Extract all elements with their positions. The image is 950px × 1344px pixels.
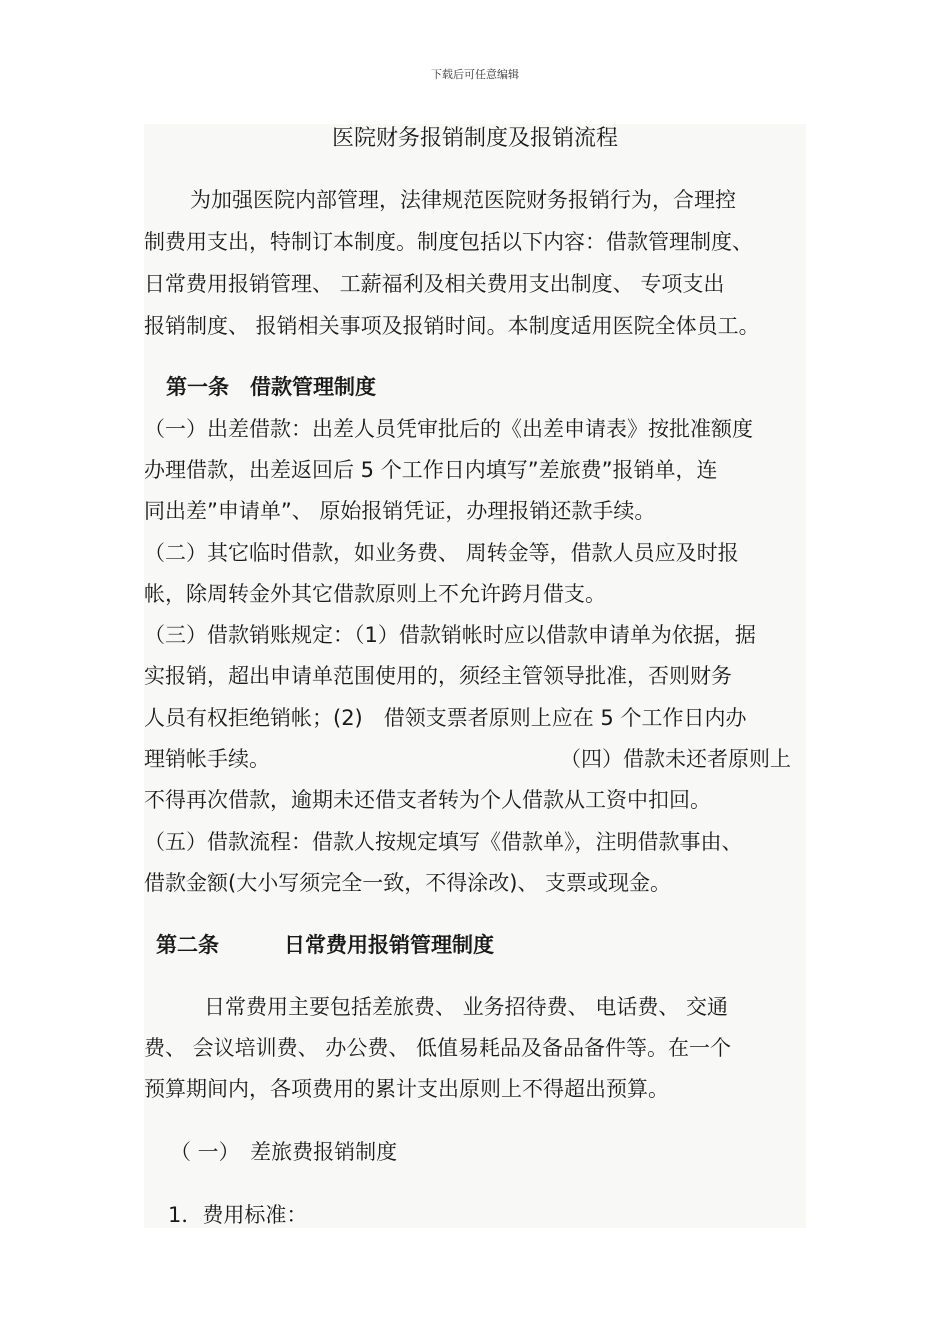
article2-line-3: 预算期间内，各项费用的累计支出原则上不得超出预算。 xyxy=(144,1077,669,1101)
article1-line-5: 帐，除周转金外其它借款原则上不允许跨月借支。 xyxy=(144,582,606,606)
article2-item1: 1．费用标准： xyxy=(168,1203,308,1227)
article1-line-3: 同出差”申请单”、 原始报销凭证，办理报销还款手续。 xyxy=(144,499,656,523)
article1-line-7: 实报销，超出申请单范围使用的，须经主管领导批准，否则财务 xyxy=(144,664,732,688)
article1-line-12: 借款金额(大小写须完全一致，不得涂改)、 支票或现金。 xyxy=(144,871,672,895)
article1-line-4: （二）其它临时借款，如业务费、 周转金等，借款人员应及时报 xyxy=(144,541,739,565)
intro-line-2: 制费用支出，特制订本制度。制度包括以下内容：借款管理制度、 xyxy=(144,230,753,254)
article1-line-6: （三）借款销账规定：（1）借款销帐时应以借款申请单为依据，据 xyxy=(144,623,756,647)
article1-line-10: 不得再次借款，逾期未还借支者转为个人借款从工资中扣回。 xyxy=(144,788,711,812)
article1-line-9: 理销帐手续。 xyxy=(144,747,270,771)
article1-line-1: （一）出差借款：出差人员凭审批后的《出差申请表》按批准额度 xyxy=(144,417,753,441)
article1-inline-right: （四）借款未还者原则上 xyxy=(560,747,791,771)
article2-line-2: 费、 会议培训费、 办公费、 低值易耗品及备品备件等。在一个 xyxy=(144,1036,732,1060)
article2-line-1: 日常费用主要包括差旅费、 业务招待费、 电话费、 交通 xyxy=(204,995,729,1019)
article1-line-8: 人员有权拒绝销帐；(2) 借领支票者原则上应在 5 个工作日内办 xyxy=(144,706,747,730)
header-note: 下载后可任意编辑 xyxy=(431,68,519,81)
article1-line-11: （五）借款流程：借款人按规定填写《借款单》，注明借款事由、 xyxy=(144,830,743,854)
intro-line-3: 日常费用报销管理、 工薪福利及相关费用支出制度、 专项支出 xyxy=(144,272,725,296)
article1-heading: 第一条 借款管理制度 xyxy=(166,375,376,399)
article2-heading-text: 日常费用报销管理制度 xyxy=(284,933,494,957)
page-title: 医院财务报销制度及报销流程 xyxy=(331,126,618,151)
intro-line-1: 为加强医院内部管理，法律规范医院财务报销行为，合理控 xyxy=(190,188,736,212)
article2-heading-label: 第二条 xyxy=(156,933,219,957)
intro-line-4: 报销制度、 报销相关事项及报销时间。本制度适用医院全体员工。 xyxy=(144,314,760,338)
article1-line-2: 办理借款，出差返回后 5 个工作日内填写”差旅费”报销单，连 xyxy=(144,458,718,482)
article2-subsection: （ 一） 差旅费报销制度 xyxy=(170,1140,398,1164)
